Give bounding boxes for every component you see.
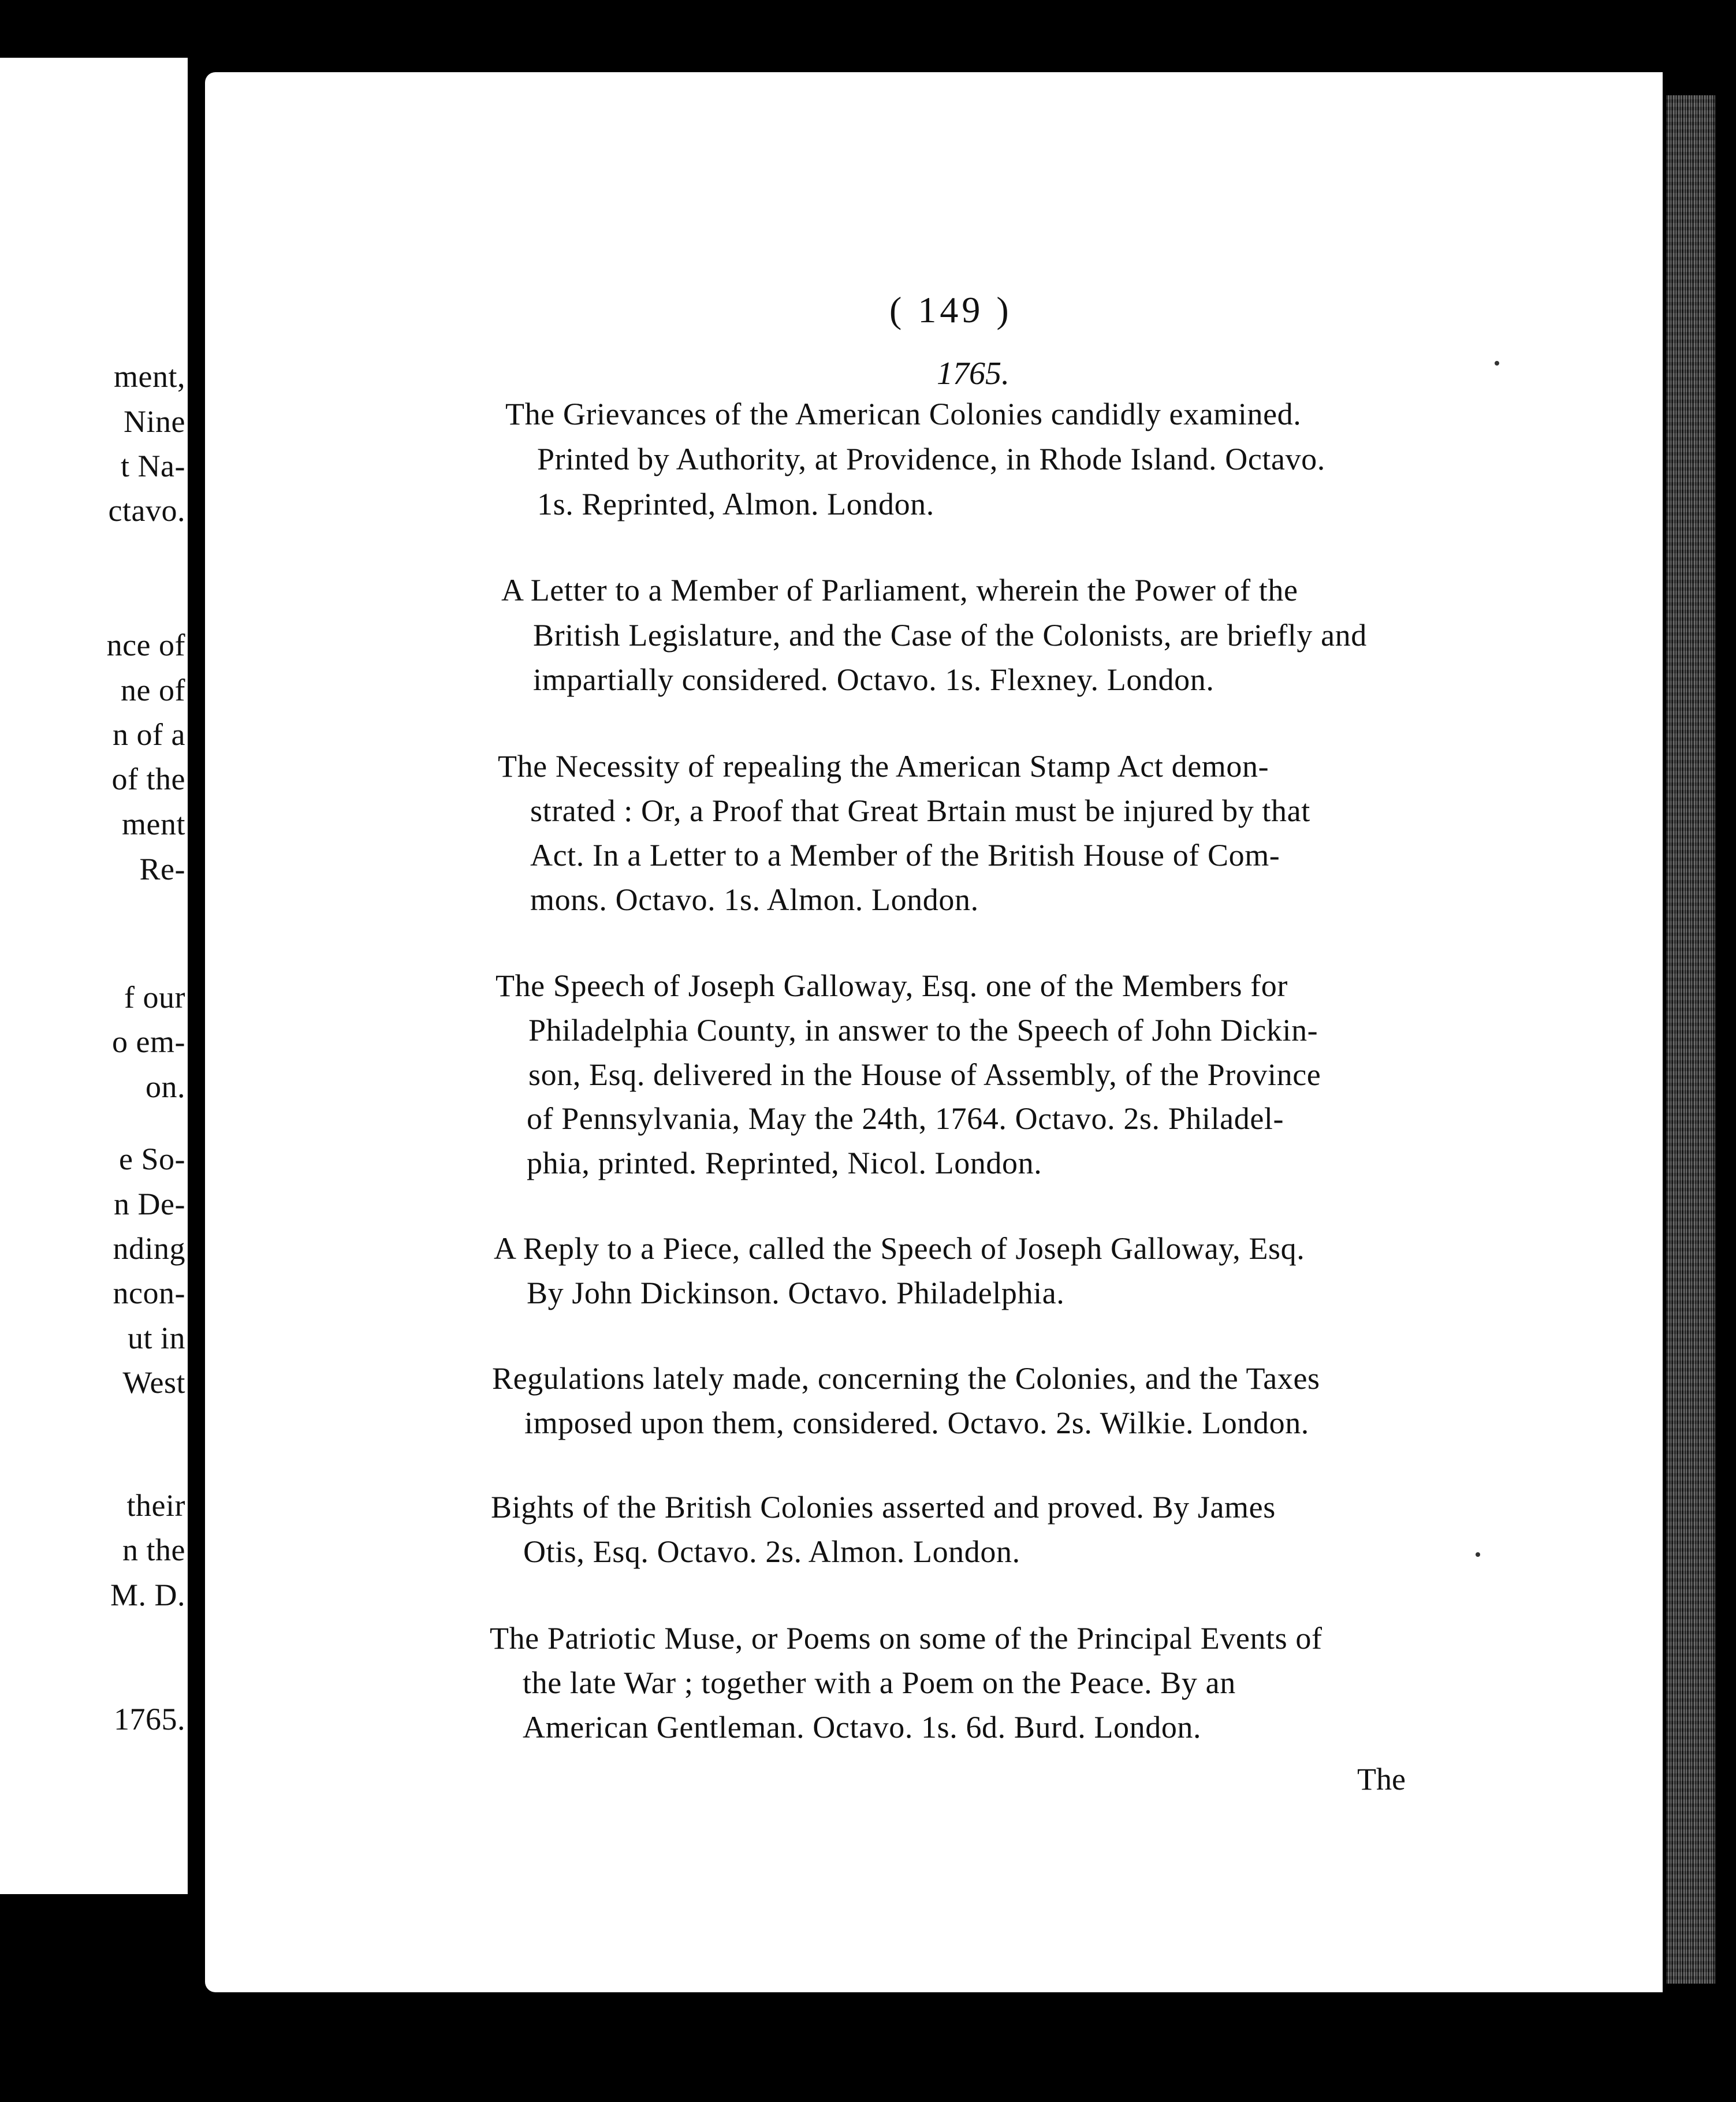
left-page-line: ctavo. — [108, 493, 185, 528]
entry-8-line-3: American Gentleman. Octavo. 1s. 6d. Burd. London. — [523, 1710, 1202, 1745]
left-page-line: f our — [124, 980, 185, 1015]
left-page-line: 1765. — [114, 1702, 185, 1736]
entry-6-line-1: Regulations lately made, concerning the Colonies, and the Taxes — [492, 1361, 1320, 1396]
entry-5-line-2: By John Dickinson. Octavo. Philadelphia. — [527, 1276, 1065, 1310]
entry-1-line-2: Printed by Authority, at Providence, in Rhode Island. Octavo. — [537, 442, 1325, 476]
left-page-line: ment, — [114, 359, 185, 394]
entry-1-line-3: 1s. Reprinted, Almon. London. — [537, 487, 934, 521]
left-page-line: n the — [122, 1533, 185, 1567]
entry-3-line-1: The Necessity of repealing the American Stamp Act demon- — [498, 749, 1269, 784]
entry-8-line-1: The Patriotic Muse, or Poems on some of the Principal Events of — [490, 1621, 1323, 1656]
left-page-line: nce of — [106, 628, 185, 662]
left-page-line: e So- — [119, 1142, 185, 1176]
left-page-line: t Na- — [121, 449, 185, 483]
entry-3-line-4: mons. Octavo. 1s. Almon. London. — [530, 882, 979, 917]
entry-6-line-2: imposed upon them, considered. Octavo. 2s. Wilkie. London. — [524, 1406, 1309, 1440]
left-page-line: o em- — [112, 1024, 185, 1059]
left-page-line: ncon- — [113, 1276, 185, 1310]
page-number: ( 149 ) — [889, 289, 1012, 330]
entry-7-line-1: Bights of the British Colonies asserted and proved. By James — [491, 1490, 1276, 1525]
entry-2-line-3: impartially considered. Octavo. 1s. Flexney. London. — [533, 662, 1215, 697]
entry-1-line-1: The Grievances of the American Colonies candidly examined. — [505, 397, 1302, 431]
left-facing-page — [0, 58, 188, 1894]
entry-4-line-4: of Pennsylvania, May the 24th, 1764. Octavo. 2s. Philadel- — [527, 1101, 1284, 1136]
print-speck — [1495, 361, 1499, 366]
left-page-line: Re- — [139, 852, 185, 886]
left-page-line: nding — [113, 1231, 185, 1266]
entry-3-line-2: strated : Or, a Proof that Great Brtain must be injured by that — [530, 793, 1310, 828]
entry-4-line-3: son, Esq. delivered in the House of Assembly, of the Province — [528, 1057, 1321, 1092]
year-heading: 1765. — [937, 356, 1009, 392]
catchword: The — [1357, 1762, 1406, 1797]
left-page-line: Nine — [124, 404, 185, 439]
left-page-line: West — [122, 1365, 185, 1400]
entry-4-line-2: Philadelphia County, in answer to the Speech of John Dickin- — [528, 1013, 1318, 1048]
entry-4-line-1: The Speech of Joseph Galloway, Esq. one of the Members for — [496, 968, 1288, 1003]
left-page-line: n of a — [113, 717, 185, 752]
entry-2-line-2: British Legislature, and the Case of the Colonists, are briefly and — [533, 618, 1367, 653]
entry-5-line-1: A Reply to a Piece, called the Speech of Joseph Galloway, Esq. — [494, 1231, 1305, 1266]
left-page-line: ut in — [127, 1321, 185, 1355]
left-page-line: ment — [122, 807, 185, 841]
entry-7-line-2: Otis, Esq. Octavo. 2s. Almon. London. — [523, 1534, 1020, 1569]
entry-3-line-3: Act. In a Letter to a Member of the British House of Com- — [530, 838, 1280, 873]
left-page-line: n De- — [114, 1187, 185, 1221]
book-page-edges — [1666, 95, 1715, 1984]
entry-2-line-1: A Letter to a Member of Parliament, wherein the Power of the — [501, 573, 1298, 608]
left-page-line: of the — [111, 762, 185, 796]
left-page-line: ne of — [121, 673, 185, 707]
left-page-line: their — [126, 1488, 185, 1523]
entry-4-line-5: phia, printed. Reprinted, Nicol. London. — [527, 1146, 1042, 1180]
print-speck — [1476, 1552, 1480, 1557]
entry-8-line-2: the late War ; together with a Poem on the Peace. By an — [523, 1665, 1236, 1700]
left-page-line: on. — [146, 1069, 185, 1104]
left-page-line: M. D. — [110, 1578, 185, 1612]
